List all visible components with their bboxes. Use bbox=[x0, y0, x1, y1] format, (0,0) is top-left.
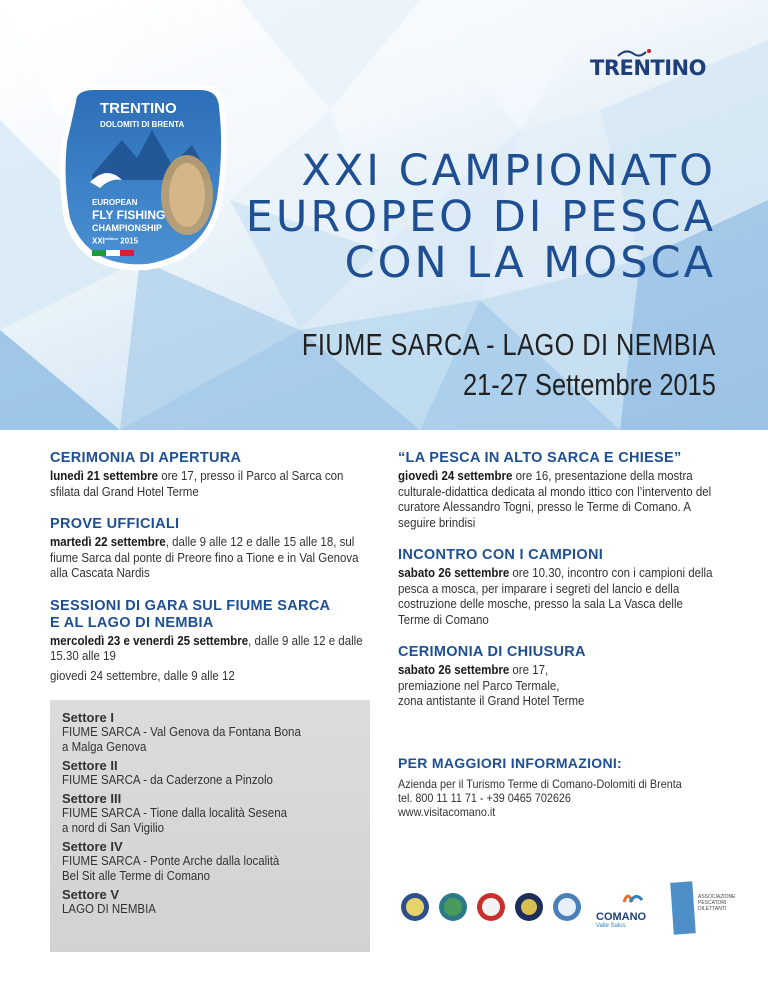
closing-details: ore 17, bbox=[509, 663, 549, 677]
trentino-logo bbox=[590, 48, 710, 88]
right-column bbox=[398, 450, 718, 726]
info-section bbox=[398, 755, 728, 819]
sessions-date: mercoledì 23 e venerdì 25 settembre bbox=[50, 633, 249, 648]
badge-line3: CHAMPIONSHIP bbox=[92, 223, 163, 233]
sector-name: Settore III bbox=[62, 791, 122, 806]
exhibit-heading: “LA PESCA IN ALTO SARCA E CHIESE” bbox=[398, 450, 682, 466]
sponsor-logos bbox=[400, 880, 740, 950]
sectors-box bbox=[50, 700, 370, 952]
sessions-heading-line2: E AL LAGO DI NEMBIA bbox=[50, 614, 214, 631]
poster-thumbnail-icon bbox=[670, 880, 696, 936]
sessions-details: , dalle 9 alle 12 e dalle 15.30 alle 19 bbox=[50, 633, 363, 663]
closing-line2: premiazione nel Parco Termale, bbox=[398, 678, 560, 693]
opening-details: ore 17, presso il Parco al Sarca con sfilata dal Grand Hotel Terme bbox=[50, 469, 344, 499]
info-org: Azienda per il Turismo Terme di Comano-Dolomiti di Brenta bbox=[398, 777, 682, 791]
trials-date: martedì 22 settembre bbox=[50, 535, 166, 549]
sector-name: Settore V bbox=[62, 887, 120, 902]
sector-desc-line1: FIUME SARCA - Ponte Arche dalla località bbox=[62, 854, 280, 868]
champions-heading: INCONTRO CON I CAMPIONI bbox=[398, 547, 604, 563]
exhibit-text bbox=[398, 469, 716, 531]
event-location: FIUME SARCA - LAGO DI NEMBIA bbox=[301, 327, 716, 362]
sponsor-emblem-icon bbox=[514, 892, 544, 922]
sector-desc-line2: Bel Sit alle Terme di Comano bbox=[62, 869, 211, 883]
closing-ceremony-section bbox=[398, 644, 718, 710]
sponsor-emblem-icon bbox=[400, 892, 430, 922]
opening-heading: CERIMONIA DI APERTURA bbox=[50, 450, 242, 466]
sessions-heading bbox=[50, 598, 370, 632]
sector-item bbox=[62, 758, 358, 788]
sponsor-emblem-icon bbox=[476, 892, 506, 922]
event-subtitle bbox=[211, 327, 716, 403]
info-heading: PER MAGGIORI INFORMAZIONI: bbox=[398, 755, 623, 771]
sponsor-emblem-icon bbox=[438, 892, 468, 922]
champions-details: ore 10.30, incontro con i campioni della pesca a mosca, per imparare i segreti del lancio e della costruzione delle mosche, presso la sala La Vasca delle Terme di Comano bbox=[398, 566, 713, 627]
champions-text bbox=[398, 566, 716, 628]
badge-edition-number: XXI bbox=[92, 236, 105, 246]
page-title bbox=[246, 148, 716, 286]
info-website: www.visitacomano.it bbox=[398, 805, 496, 819]
exhibit-details: ore 16, presentazione della mostra culturale-didattica dedicata al mondo ittico con l’intervento del curatore Alessandro Togni, presso le Terme di Comano. A seguire brindisi bbox=[398, 469, 712, 530]
sessions-text bbox=[50, 634, 368, 665]
closing-line3: zona antistante il Grand Hotel Terme bbox=[398, 694, 585, 708]
sector-desc-line1: LAGO DI NEMBIA bbox=[62, 902, 156, 916]
title-line-3: CON LA MOSCA bbox=[344, 238, 716, 288]
opening-ceremony-section bbox=[50, 450, 370, 500]
closing-heading: CERIMONIA DI CHIUSURA bbox=[398, 644, 586, 660]
title-line-1: XXI CAMPIONATO bbox=[301, 146, 716, 196]
badge-line2: FLY FISHING bbox=[92, 208, 166, 222]
sponsor-emblem-icon bbox=[552, 892, 582, 922]
badge-edition-sup: edition bbox=[104, 236, 119, 241]
info-phone: tel. 800 11 11 71 - +39 0465 702626 bbox=[398, 791, 571, 805]
sector-desc-line1: FIUME SARCA - da Caderzone a Pinzolo bbox=[62, 773, 273, 787]
sessions-heading-line1: SESSIONI DI GARA SUL FIUME SARCA bbox=[50, 597, 331, 614]
sector-item bbox=[62, 710, 358, 755]
exhibit-date: giovedì 24 settembre bbox=[398, 469, 513, 483]
sector-name: Settore II bbox=[62, 758, 118, 773]
exhibit-section bbox=[398, 450, 718, 531]
header-background bbox=[0, 0, 768, 430]
badge-area: DOLOMITI DI BRENTA bbox=[100, 120, 185, 129]
opening-text bbox=[50, 469, 368, 500]
association-logo-text: ASSOCIAZIONE PESCATORI DILETTANTI bbox=[698, 894, 736, 912]
closing-text bbox=[398, 663, 716, 679]
trials-text bbox=[50, 535, 368, 582]
champions-date: sabato 26 settembre bbox=[398, 566, 510, 580]
brand-logo-text: TRENTINO bbox=[590, 56, 706, 80]
champions-section bbox=[398, 547, 718, 628]
sector-desc-line1: FIUME SARCA - Tione dalla località Sesena bbox=[62, 806, 287, 820]
event-dates: 21-27 Settembre 2015 bbox=[463, 367, 716, 402]
badge-line1: EUROPEAN bbox=[92, 198, 138, 207]
opening-date: lunedì 21 settembre bbox=[50, 469, 159, 483]
title-line-2: EUROPEO DI PESCA bbox=[245, 192, 716, 242]
comano-logo-text: COMANO bbox=[596, 911, 647, 923]
sector-item bbox=[62, 887, 358, 917]
trials-details: , dalle 9 alle 12 e dalle 15 alle 18, sul fiume Sarca dal ponte di Preore fino a Tione e in Val Genova alla Cascata Nardis bbox=[50, 535, 359, 580]
sector-desc-line1: FIUME SARCA - Val Genova da Fontana Bona bbox=[62, 725, 301, 739]
comano-logo-subtext: Valle Salus bbox=[596, 923, 626, 929]
badge-region: TRENTINO bbox=[100, 100, 177, 117]
comano-logo bbox=[596, 888, 660, 932]
sector-desc-line2: a Malga Genova bbox=[62, 740, 147, 754]
left-column bbox=[50, 450, 370, 700]
sector-item bbox=[62, 839, 358, 884]
sector-item bbox=[62, 791, 358, 836]
badge-year: 2015 bbox=[120, 236, 139, 246]
sector-desc-line2: a nord di San Vigilio bbox=[62, 821, 165, 835]
championship-badge bbox=[52, 70, 232, 280]
trials-heading: PROVE UFFICIALI bbox=[50, 516, 180, 532]
race-sessions-section bbox=[50, 598, 370, 685]
comano-mark-icon bbox=[596, 888, 660, 908]
official-trials-section bbox=[50, 516, 370, 582]
closing-date: sabato 26 settembre bbox=[398, 663, 510, 677]
sector-name: Settore I bbox=[62, 710, 115, 725]
sessions-extra: giovedì 24 settembre, dalle 9 alle 12 bbox=[50, 668, 235, 683]
sector-name: Settore IV bbox=[62, 839, 123, 854]
